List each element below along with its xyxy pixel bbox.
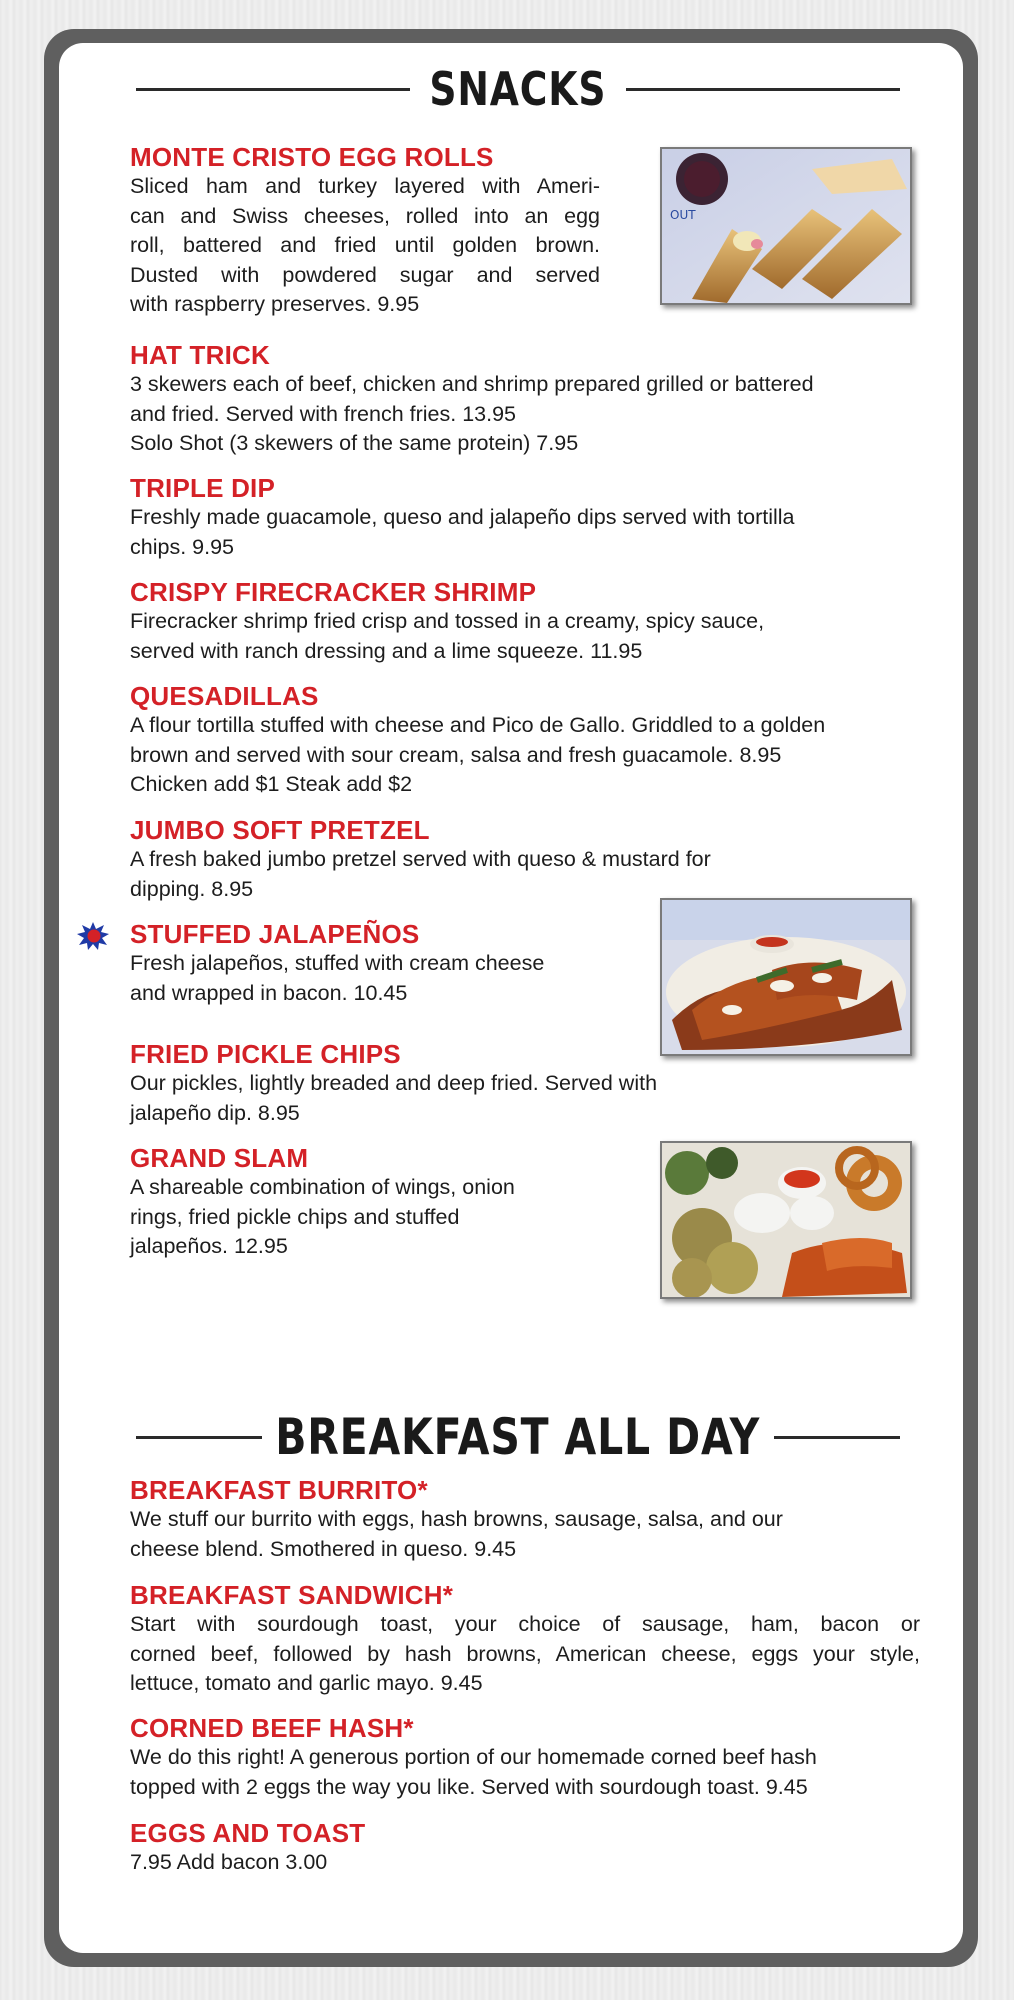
item-description: A fresh baked jumbo pretzel served with queso & mustard for dipping. 8.95 bbox=[130, 847, 711, 901]
item-description: Our pickles, lightly breaded and deep fried. Served with jalapeño dip. 8.95 bbox=[130, 1071, 658, 1125]
item-description: A flour tortilla stuffed with cheese and Pico de Gallo. Griddled to a golden brown and served with sour cream, salsa and fresh guacamole. 8.95 Chicken add $1 Steak add $2 bbox=[130, 713, 826, 796]
item-name: BREAKFAST SANDWICH* bbox=[130, 1580, 454, 1610]
menu-item-hat-trick bbox=[130, 340, 920, 459]
breakfast-title: BREAKFAST ALL DAY bbox=[275, 1408, 761, 1466]
item-name: HAT TRICK bbox=[130, 340, 270, 370]
svg-text:OUT: OUT bbox=[670, 208, 696, 222]
menu-item-breakfast-sandwich bbox=[130, 1580, 920, 1699]
item-description: Freshly made guacamole, queso and jalapeño dips served with tortilla chips. 9.95 bbox=[130, 505, 795, 559]
breakfast-heading bbox=[136, 1408, 900, 1466]
menu-item-breakfast-burrito bbox=[130, 1475, 920, 1564]
item-name: FRIED PICKLE CHIPS bbox=[130, 1039, 401, 1069]
heading-rule-right bbox=[774, 1436, 900, 1439]
heading-rule-right bbox=[626, 88, 900, 91]
menu-item-triple-dip bbox=[130, 473, 920, 562]
heading-rule-left bbox=[136, 1436, 262, 1439]
item-name: EGGS AND TOAST bbox=[130, 1818, 366, 1848]
menu-item-firecracker-shrimp bbox=[130, 577, 920, 666]
item-description: 3 skewers each of beef, chicken and shrimp prepared grilled or battered and fried. Served with french fries. 13.95 Solo Shot (3 skewers of the same protein) 7.95 bbox=[130, 372, 814, 455]
heading-rule-left bbox=[136, 88, 410, 91]
menu-item-corned-beef-hash bbox=[130, 1713, 920, 1802]
menu-item-grand-slam bbox=[130, 1143, 630, 1262]
item-name: CORNED BEEF HASH* bbox=[130, 1713, 414, 1743]
menu-item-quesadillas bbox=[130, 681, 920, 800]
item-name: MONTE CRISTO EGG ROLLS bbox=[130, 142, 494, 172]
item-description: Sliced ham and turkey layered with Ameri- can and Swiss cheeses, rolled into an egg roll, battered and fried until golden brown. Dusted with powdered sugar and served with raspberry preserves. 9.95 bbox=[130, 174, 600, 316]
starburst-icon bbox=[76, 921, 110, 951]
snacks-title: SNACKS bbox=[429, 62, 607, 116]
menu-item-monte-cristo bbox=[130, 142, 600, 320]
snacks-heading bbox=[136, 62, 900, 116]
egg-rolls-photo bbox=[660, 147, 912, 305]
item-description: We stuff our burrito with eggs, hash browns, sausage, salsa, and our cheese blend. Smothered in queso. 9.45 bbox=[130, 1507, 783, 1561]
item-description: Firecracker shrimp fried crisp and tossed in a creamy, spicy sauce, served with ranch dressing and a lime squeeze. 11.95 bbox=[130, 609, 765, 663]
item-name: STUFFED JALAPEÑOS bbox=[130, 919, 420, 949]
item-description: A shareable combination of wings, onion rings, fried pickle chips and stuffed jalapeños. 12.95 bbox=[130, 1175, 515, 1258]
item-description: Fresh jalapeños, stuffed with cream cheese and wrapped in bacon. 10.45 bbox=[130, 951, 545, 1005]
item-name: QUESADILLAS bbox=[130, 681, 319, 711]
jalapenos-photo bbox=[660, 898, 912, 1056]
menu-item-fried-pickle-chips bbox=[130, 1039, 920, 1128]
menu-item-eggs-and-toast bbox=[130, 1818, 920, 1878]
item-name: CRISPY FIRECRACKER SHRIMP bbox=[130, 577, 537, 607]
menu-item-stuffed-jalapenos bbox=[130, 919, 630, 1008]
item-description: 7.95 Add bacon 3.00 bbox=[130, 1850, 328, 1874]
item-description: We do this right! A generous portion of our homemade corned beef hash topped with 2 eggs the way you like. Served with sourdough toast. 9.45 bbox=[130, 1745, 817, 1799]
item-name: JUMBO SOFT PRETZEL bbox=[130, 815, 430, 845]
menu-item-jumbo-pretzel bbox=[130, 815, 920, 904]
item-name: TRIPLE DIP bbox=[130, 473, 276, 503]
grand-slam-photo bbox=[660, 1141, 912, 1299]
item-name: BREAKFAST BURRITO* bbox=[130, 1475, 428, 1505]
item-name: GRAND SLAM bbox=[130, 1143, 309, 1173]
item-description: Start with sourdough toast, your choice of sausage, ham, bacon or corned beef, followed by hash browns, American cheese, eggs your style, lettuce, tomato and garlic mayo. 9.45 bbox=[130, 1612, 920, 1695]
